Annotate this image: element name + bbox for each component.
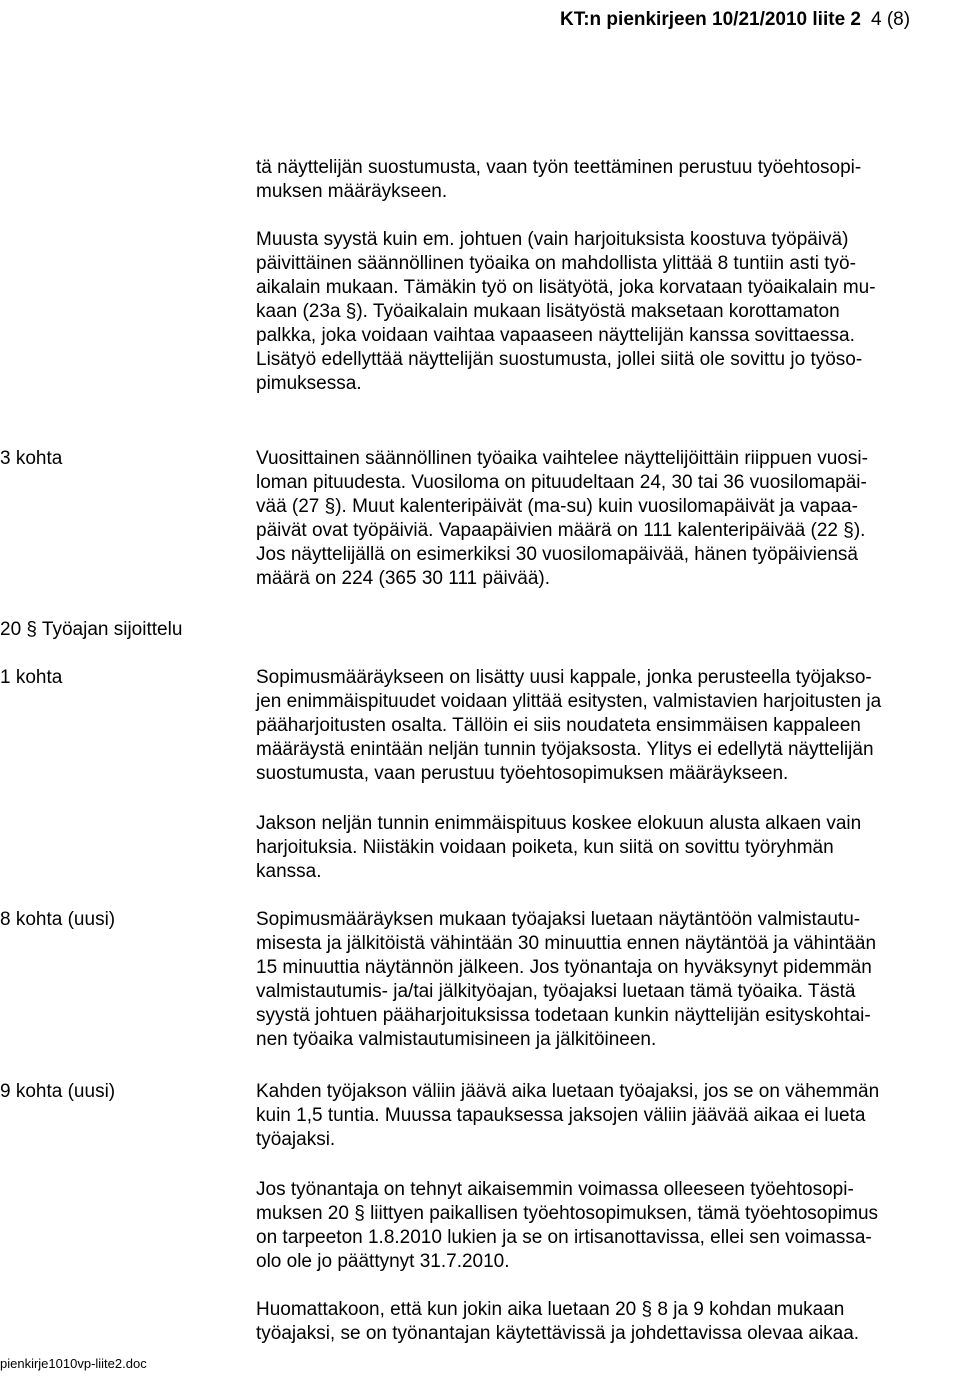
text-line: Jakson neljän tunnin enimmäispituus koskee elokuun alusta alkaen vain [256,813,862,834]
text-line: muksen 20 § liittyen paikallisen työehtosopimuksen, tämä työehtosopimus [256,1203,879,1224]
text-line: kanssa. [256,861,322,882]
kohta-9-paragraph-3 [256,1298,859,1346]
text-line: Muusta syystä kuin em. johtuen (vain harjoituksista koostuva työpäivä) [256,229,849,250]
text-line: Vuosittainen säännöllinen työaika vaihtelee näyttelijöittäin riippuen vuosi- [256,448,868,469]
kohta-3-label: 3 kohta [0,448,63,469]
text-line: pimuksessa. [256,373,362,394]
text-line: jen enimmäispituudet voidaan ylittää esitysten, valmistavien harjoitusten ja [256,691,882,712]
text-line: päivittäinen säännöllinen työaika on mahdollista ylittää 8 tuntiin asti työ- [256,253,856,274]
footer-filename: pienkirje1010vp-liite2.doc [0,1356,147,1371]
text-line: syystä johtuen pääharjoituksissa todetaan kunkin näyttelijän esityskohtai- [256,1005,871,1026]
text-line: työajaksi, se on työnantajan käytettävissä ja johdettavissa olevaa aikaa. [256,1323,860,1344]
text-line: misesta ja jälkitöistä vähintään 30 minuuttia ennen näytäntöä ja vähintään [256,933,877,954]
page-header [560,0,960,40]
kohta-1-paragraph-2 [256,812,861,884]
kohta-9-label: 9 kohta (uusi) [0,1081,116,1102]
text-line: vää (27 §). Muut kalenteripäivät (ma-su) kuin vuosilomapäivät ja vapaa- [256,496,858,517]
document-title: KT:n pienkirjeen 10/21/2010 liite 2 [560,9,861,30]
text-line: aikalain mukaan. Tämäkin työ on lisätyötä, joka korvataan työaikalain mu- [256,277,876,298]
text-line: työajaksi. [256,1129,336,1150]
text-line: päivät ovat työpäiviä. Vapaapäivien määrä on 111 kalenteripäivää (22 §). [256,520,866,541]
text-line: pääharjoitusten osalta. Tällöin ei siis noudateta ensimmäisen kappaleen [256,715,861,736]
text-line: Sopimusmääräyksen mukaan työajaksi luetaan näytäntöön valmistautu- [256,909,861,930]
intro-paragraph-2 [256,228,876,396]
kohta-1-paragraph-1 [256,666,881,786]
text-line: on tarpeeton 1.8.2010 lukien ja se on irtisanottavissa, ellei sen voimassa- [256,1227,872,1248]
text-line: määräystä enintään neljän tunnin työjaksosta. Ylitys ei edellytä näyttelijän [256,739,874,760]
text-line: nen työaika valmistautumisineen ja jälkitöineen. [256,1029,657,1050]
text-line: Kahden työjakson väliin jäävä aika luetaan työajaksi, jos se on vähemmän [256,1081,880,1102]
text-line: kaan (23a §). Työaikalain mukaan lisätyöstä maksetaan korottamaton [256,301,840,322]
text-line: olo ole jo päättynyt 31.7.2010. [256,1251,510,1272]
text-line: tä näyttelijän suostumusta, vaan työn teettäminen perustuu työehtosopi- [256,157,862,178]
section-heading: 20 § Työajan sijoittelu [0,619,183,640]
kohta-9-paragraph-2 [256,1178,878,1274]
kohta-8-label: 8 kohta (uusi) [0,909,116,930]
intro-paragraph-1 [256,156,861,204]
kohta-9-paragraph-1 [256,1080,879,1152]
text-line: Lisätyö edellyttää näyttelijän suostumusta, jollei siitä ole sovittu jo työso- [256,349,863,370]
kohta-1-label: 1 kohta [0,667,63,688]
text-line: kuin 1,5 tuntia. Muussa tapauksessa jaksojen väliin jäävää aikaa ei lueta [256,1105,866,1126]
text-line: Jos näyttelijällä on esimerkiksi 30 vuosilomapäivää, hänen työpäiviensä [256,544,858,565]
text-line: Sopimusmääräykseen on lisätty uusi kappale, jonka perusteella työjakso- [256,667,872,688]
text-line: 15 minuuttia näytännön jälkeen. Jos työnantaja on hyväksynyt pidemmän [256,957,872,978]
text-line: määrä on 224 (365 30 111 päivää). [256,568,550,589]
page-number: 4 (8) [870,9,911,30]
text-line: suostumusta, vaan perustuu työehtosopimuksen määräykseen. [256,763,789,784]
kohta-3-text [256,447,868,591]
text-line: harjoituksia. Niistäkin voidaan poiketa, kun siitä on sovittu työryhmän [256,837,834,858]
text-line: loman pituudesta. Vuosiloma on pituudeltaan 24, 30 tai 36 vuosilomapäi- [256,472,867,493]
text-line: muksen määräykseen. [256,181,448,202]
text-line: valmistautumis- ja/tai jälkityöajan, työajaksi luetaan tämä työaika. Tästä [256,981,856,1002]
kohta-8-text [256,908,876,1052]
text-line: palkka, joka voidaan vaihtaa vapaaseen näyttelijän kanssa sovittaessa. [256,325,855,346]
text-line: Jos työnantaja on tehnyt aikaisemmin voimassa olleeseen työehtosopi- [256,1179,854,1200]
text-line: Huomattakoon, että kun jokin aika luetaan 20 § 8 ja 9 kohdan mukaan [256,1299,845,1320]
